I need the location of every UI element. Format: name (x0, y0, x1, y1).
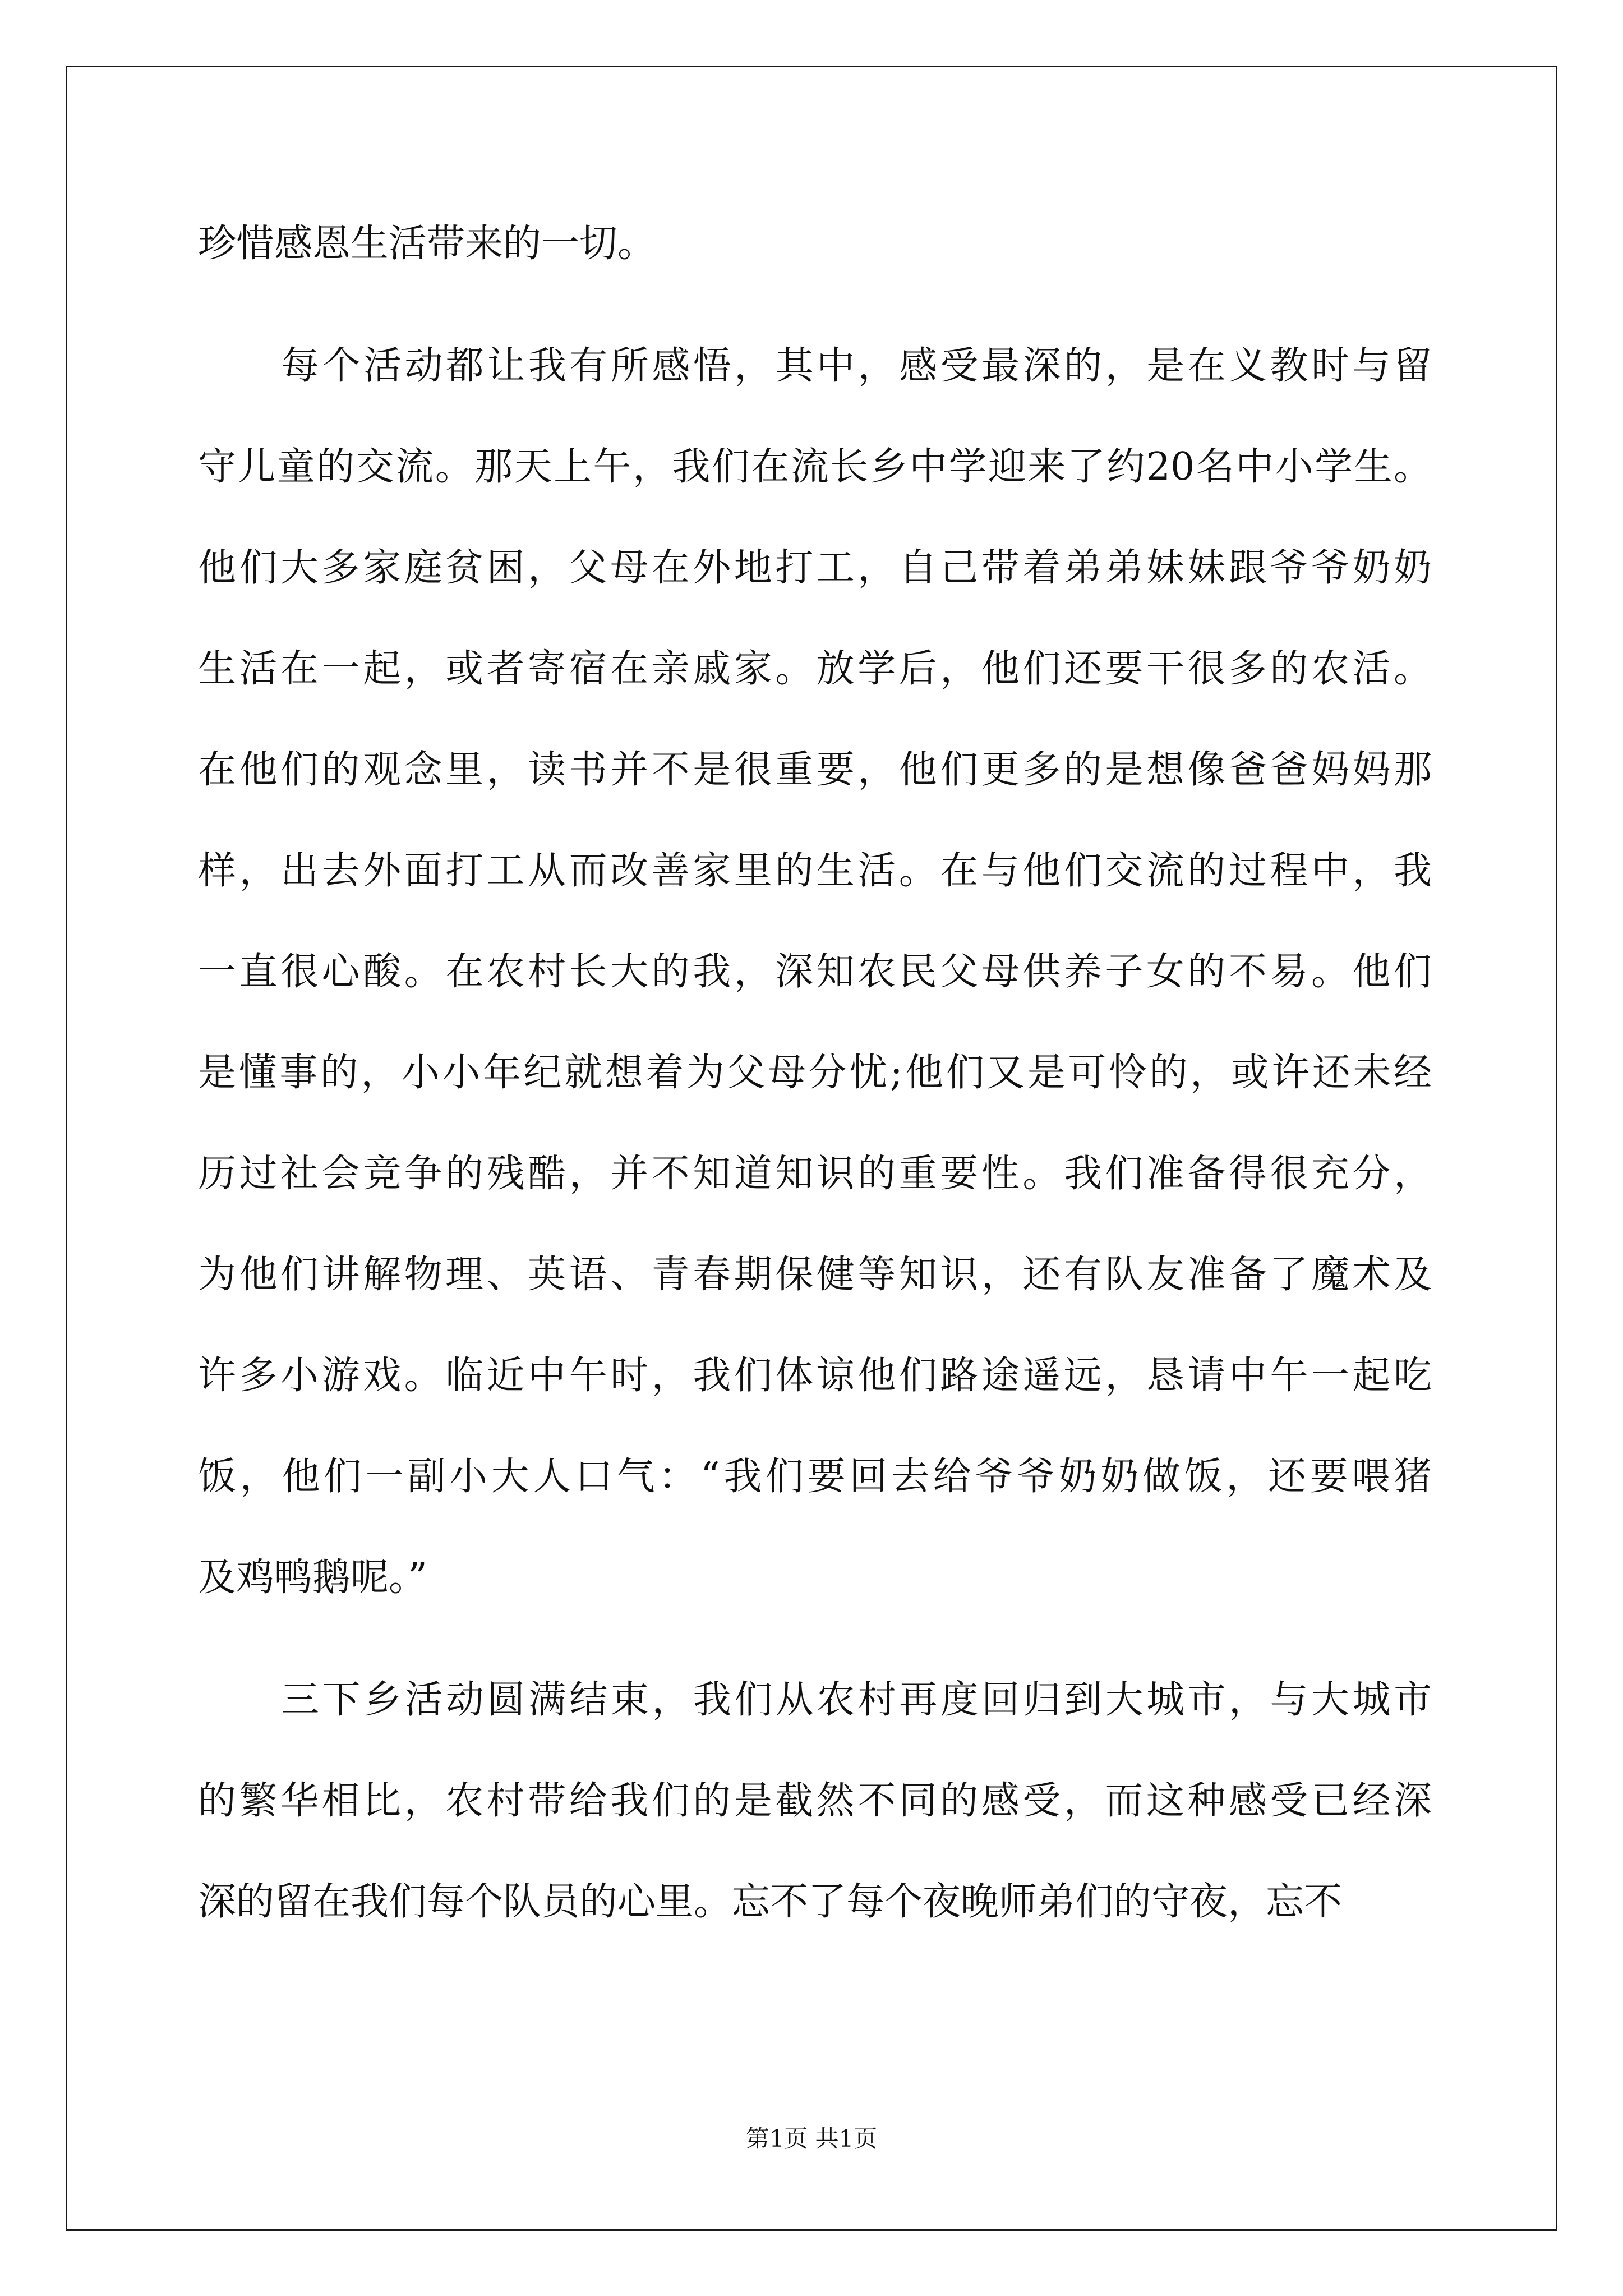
text-line: 一直很心酸。在农村长大的我，深知农民父母供养子女的不易。他们 (198, 950, 1432, 994)
text-line: 生活在一起，或者寄宿在亲戚家。放学后，他们还要干很多的农活。 (198, 647, 1432, 691)
text-line: 每个活动都让我有所感悟，其中，感受最深的，是在义教时与留 (281, 344, 1432, 388)
text-line: 的繁华相比，农村带给我们的是截然不同的感受，而这种感受已经深 (198, 1779, 1432, 1823)
text-line: 历过社会竞争的残酷，并不知道知识的重要性。我们准备得很充分， (198, 1152, 1432, 1196)
text-line: 及鸡鸭鹅呢。” (198, 1556, 427, 1600)
text-line: 样，出去外面打工从而改善家里的生活。在与他们交流的过程中，我 (198, 849, 1432, 893)
text-line: 饭，他们一副小大人口气：“我们要回去给爷爷奶奶做饭，还要喂猪 (198, 1455, 1432, 1499)
text-line: 许多小游戏。临近中午时，我们体谅他们路途遥远，恳请中午一起吃 (198, 1354, 1432, 1398)
text-line: 在他们的观念里，读书并不是很重要，他们更多的是想像爸爸妈妈那 (198, 748, 1432, 792)
paragraph (198, 1650, 1432, 1953)
paragraph-gap (198, 295, 1432, 316)
page-footer: 第1页 共1页 (745, 2125, 878, 2152)
text-line: 他们大多家庭贫困，父母在外地打工，自己带着弟弟妹妹跟爷爷奶奶 (198, 546, 1432, 590)
text-line: 是懂事的，小小年纪就想着为父母分忧;他们又是可怜的，或许还未经 (198, 1051, 1432, 1095)
document-body (198, 194, 1432, 1953)
text-line: 守儿童的交流。那天上午，我们在流长乡中学迎来了约20名中小学生。 (198, 445, 1432, 489)
paragraph (198, 194, 1432, 295)
text-line: 为他们讲解物理、英语、青春期保健等知识，还有队友准备了魔术及 (198, 1253, 1432, 1297)
paragraph-gap (198, 1628, 1432, 1650)
paragraph (198, 316, 1432, 1628)
text-line: 三下乡活动圆满结束，我们从农村再度回归到大城市，与大城市 (281, 1678, 1432, 1722)
text-line: 深的留在我们每个队员的心里。忘不了每个夜晚师弟们的守夜，忘不 (198, 1880, 1343, 1924)
text-line: 珍惜感恩生活带来的一切。 (198, 222, 656, 266)
